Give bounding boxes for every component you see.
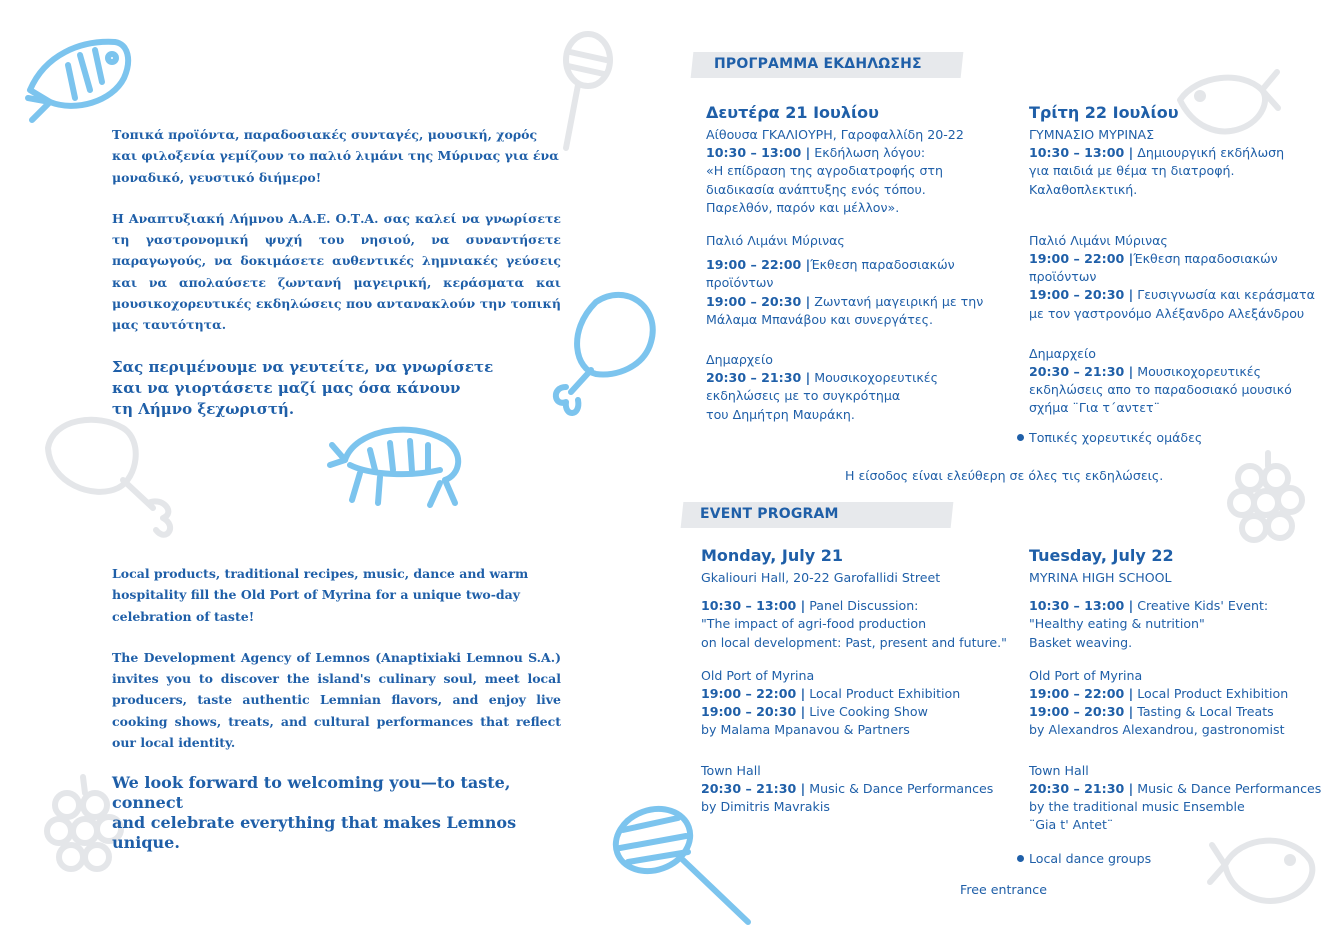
event-line — [1029, 286, 1329, 304]
venue: MYRINA HIGH SCHOOL — [1029, 570, 1172, 585]
event-title: Εκδήλωση λόγου: — [810, 145, 926, 161]
intro-english-paragraph-2: The Development Agency of Lemnos (Anaptixiaki Lemnou S.A.) invites you to discover the island's culinary soul, meet local producers, taste authentic Lemnian flavors, and enjoy live cooking shows, treats, and cultural performances that reflect our local identity. — [112, 649, 561, 751]
event-title: Music & Dance Performances — [1133, 780, 1322, 796]
free-entrance-english: Free entrance — [960, 882, 1047, 897]
event-line — [706, 369, 1006, 387]
shrimp-icon — [330, 415, 480, 515]
event-line — [701, 685, 1021, 703]
event-line — [706, 293, 1006, 311]
intro-english-closing-line: We look forward to welcoming you—to taste, connect — [112, 773, 511, 813]
venue: Αίθουσα ΓΚΑΛΙΟΥΡΗ, Γαροφαλλίδη 20-22 — [706, 127, 964, 142]
intro-english — [112, 563, 561, 853]
chicken-leg-icon — [38, 408, 188, 548]
event-text: προϊόντων — [706, 275, 774, 291]
time: 19:00 – 22:00 | — [706, 257, 811, 273]
intro-greek-closing — [112, 357, 561, 420]
time: 19:00 – 22:00 | — [701, 686, 806, 702]
time: 19:00 – 20:30 | — [701, 704, 806, 720]
event-text: Παρελθόν, παρόν και μέλλον». — [706, 199, 900, 215]
event-line — [701, 703, 1021, 721]
time: 10:30 – 13:00 | — [701, 598, 806, 614]
venue: Town Hall — [701, 762, 761, 778]
bullet-dot — [1017, 434, 1024, 441]
time: 19:00 – 20:30 | — [1029, 287, 1134, 303]
event-text: Καλαθοπλεκτική. — [1029, 181, 1138, 197]
event-text: σχήμα ¨Για τ΄αντετ¨ — [1029, 400, 1160, 416]
event-title: Creative Kids' Event: — [1133, 598, 1269, 614]
event-line — [706, 256, 1006, 274]
event-text: εκδηλώσεις απο το παραδοσιακό μουσικό — [1029, 382, 1292, 398]
event-line — [701, 780, 1021, 798]
program-english-title: EVENT PROGRAM — [700, 506, 839, 522]
event-line — [706, 144, 1006, 162]
event-title: Γευσιγνωσία και κεράσματα — [1133, 287, 1315, 303]
grapes-icon — [1228, 448, 1308, 548]
dance-groups-note-greek — [1017, 430, 1202, 445]
dance-groups-note-english — [1017, 851, 1151, 866]
event-title: Local Product Exhibition — [805, 686, 961, 702]
intro-greek-closing-line: Σας περιμένουμε να γευτείτε, να γνωρίσετε — [112, 357, 494, 376]
event-title: Tasting & Local Treats — [1133, 704, 1274, 720]
intro-greek-closing-line: και να γιορτάσετε μαζί μας όσα κάνουν — [112, 378, 461, 397]
day-heading: Tuesday, July 22 — [1029, 546, 1174, 565]
time: 19:00 – 22:00 | — [1029, 251, 1134, 267]
event-text: "Healthy eating & nutrition" — [1029, 616, 1205, 632]
event-text: by the traditional music Ensemble — [1029, 799, 1245, 815]
event-text: by Dimitris Mavrakis — [701, 799, 830, 815]
day-heading: Δευτέρα 21 Ιουλίου — [706, 103, 879, 122]
event-text: ¨Gia t' Antet¨ — [1029, 817, 1114, 833]
time: 20:30 – 21:30 | — [706, 370, 811, 386]
event-text: με τον γαστρονόμο Αλέξανδρο Αλεξάνδρου — [1029, 305, 1305, 321]
dance-groups-label: Τοπικές χορευτικές ομάδες — [1029, 430, 1203, 445]
venue: Παλιό Λιμάνι Μύρινας — [706, 233, 845, 249]
event-title: Έκθεση παραδοσιακών — [810, 257, 955, 273]
venue: Town Hall — [1029, 762, 1089, 778]
event-title: Δημιουργική εκδήλωση — [1133, 145, 1285, 161]
event-title: Music & Dance Performances — [805, 780, 994, 796]
intro-english-paragraph-1: Local products, traditional recipes, music, dance and warm hospitality fill the Old Port of Myrina for a unique two-day celebration of taste! — [112, 566, 529, 624]
time: 20:30 – 21:30 | — [1029, 780, 1134, 796]
time: 19:00 – 20:30 | — [1029, 704, 1134, 720]
bullet-dot — [1017, 855, 1024, 862]
time: 19:00 – 20:30 | — [706, 293, 811, 309]
event-text: για παιδιά με θέμα τη διατροφή. — [1029, 163, 1235, 179]
intro-greek-paragraph-2: Η Αναπτυξιακή Λήμνου Α.Α.Ε. Ο.Τ.Α. σας καλεί να γνωρίσετε τη γαστρονομική ψυχή του νησιού, να συναντήσετε παραγωγούς, να δοκιμάσετε αυθεντικές λημνιακές γεύσεις και να απολαύσετε ζωντανή μαγειρική, κεράσματα και μουσικοχορευτικές εκδηλώσεις που αντανακλούν την τοπική μας ταυτότητα. — [112, 210, 561, 333]
event-title: Local Product Exhibition — [1133, 686, 1289, 702]
event-text: εκδηλώσεις με το συγκρότημα — [706, 388, 901, 404]
event-title: Μουσικοχορευτικές — [810, 370, 938, 386]
event-line — [1029, 144, 1329, 162]
event-line — [1029, 703, 1329, 721]
intro-english-closing — [112, 773, 561, 853]
event-text: του Δημήτρη Μαυράκη. — [706, 406, 855, 422]
venue: Old Port of Myrina — [701, 667, 815, 683]
event-line — [1029, 597, 1329, 615]
intro-english-closing-line: and celebrate everything that makes Lemnos unique. — [112, 813, 517, 853]
event-line — [1029, 363, 1329, 381]
event-text: διαδικασία ανάπτυξης ενός τόπου. — [706, 181, 926, 197]
event-text: Μάλαμα Μπανάβου και συνεργάτες. — [706, 311, 933, 327]
program-greek-monday — [706, 102, 1006, 424]
time: 10:30 – 13:00 | — [1029, 598, 1134, 614]
event-text: προϊόντων — [1029, 269, 1097, 285]
event-text: "The impact of agri-food production — [701, 616, 927, 632]
fish-icon — [20, 20, 140, 130]
time: 20:30 – 21:30 | — [1029, 364, 1134, 380]
event-title: Μουσικοχορευτικές — [1133, 364, 1261, 380]
time: 19:00 – 22:00 | — [1029, 686, 1134, 702]
program-english-monday — [701, 545, 1021, 816]
event-text: «Η επίδραση της αγροδιατροφής στη — [706, 163, 943, 179]
honey-dipper-icon — [608, 800, 758, 930]
program-greek-tuesday — [1029, 102, 1329, 418]
event-title: Ζωντανή μαγειρική με την — [810, 293, 984, 309]
venue: Gkaliouri Hall, 20-22 Garofallidi Street — [701, 570, 941, 585]
event-title: Panel Discussion: — [805, 598, 919, 614]
intro-greek-paragraph-1: Τοπικά προϊόντα, παραδοσιακές συνταγές, μουσική, χορός και φιλοξενία γεμίζουν το παλιό λιμάνι της Μύρινας για ένα μοναδικό, γευστικό διήμερο! — [112, 127, 559, 185]
venue: Old Port of Myrina — [1029, 667, 1143, 683]
intro-greek — [112, 124, 561, 420]
intro-greek-closing-line: τη Λήμνο ξεχωριστή. — [112, 399, 295, 418]
event-line — [1029, 780, 1329, 798]
venue: Δημαρχείο — [706, 352, 773, 368]
time: 10:30 – 13:00 | — [706, 145, 811, 161]
time: 10:30 – 13:00 | — [1029, 145, 1134, 161]
event-text: Basket weaving. — [1029, 634, 1133, 650]
venue: ΓΥΜΝΑΣΙΟ ΜΥΡΙΝΑΣ — [1029, 127, 1155, 142]
event-line — [1029, 250, 1329, 268]
event-title: Live Cooking Show — [805, 704, 928, 720]
event-line — [1029, 685, 1329, 703]
venue: Δημαρχείο — [1029, 345, 1096, 361]
program-english-tuesday — [1029, 545, 1329, 834]
day-heading: Τρίτη 22 Ιουλίου — [1029, 103, 1179, 122]
free-entrance-greek: Η είσοδος είναι ελεύθερη σε όλες τις εκδηλώσεις. — [845, 468, 1164, 483]
program-greek-title: ΠΡΟΓΡΑΜΜΑ ΕΚΔΗΛΩΣΗΣ — [714, 56, 922, 72]
event-text: on local development: Past, present and future." — [701, 634, 1007, 650]
event-title: Έκθεση παραδοσιακών — [1133, 251, 1278, 267]
venue: Παλιό Λιμάνι Μύρινας — [1029, 232, 1168, 248]
dance-groups-label: Local dance groups — [1029, 851, 1152, 866]
event-text: by Malama Mpanavou & Partners — [701, 722, 910, 738]
time: 20:30 – 21:30 | — [701, 780, 806, 796]
day-heading: Monday, July 21 — [701, 546, 843, 565]
event-text: by Alexandros Alexandrou, gastronomist — [1029, 722, 1285, 738]
event-line — [701, 597, 1021, 615]
